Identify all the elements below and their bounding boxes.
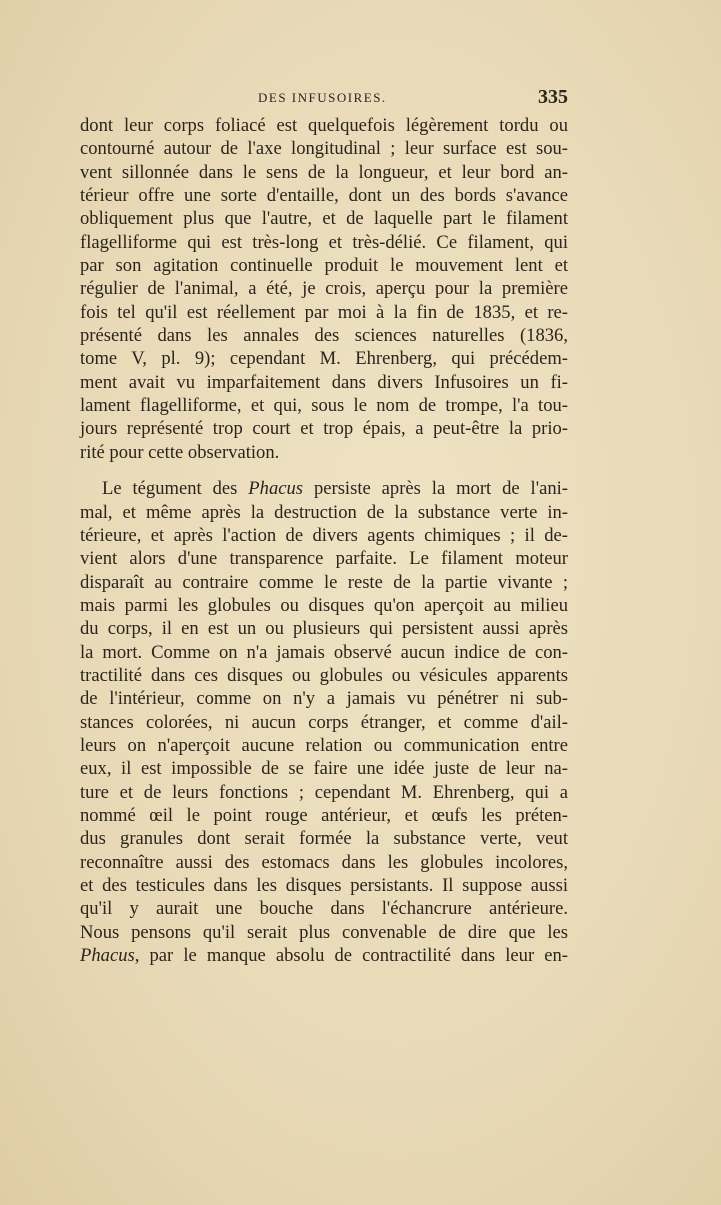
text-line: ture et de leurs fonctions ; cependant M. Ehrenberg, qui a [80, 781, 568, 803]
genus-name: Phacus [248, 478, 304, 500]
text-line: lament flagelliforme, et qui, sous le nom de trompe, l'a tou- [80, 395, 568, 417]
text-line: nommé œil le point rouge antérieur, et œufs les préten- [80, 804, 568, 826]
text-line: mal, et même après la destruction de la substance verte in- [80, 501, 568, 523]
text-line: térieure, et après l'action de divers agents chimiques ; il de- [80, 524, 568, 546]
text-line: de l'intérieur, comme on n'y a jamais vu pénétrer ni sub- [80, 688, 568, 710]
text-fragment: , par le manque absolu de contractilité dans leur en- [134, 945, 568, 967]
paragraph-1 [80, 114, 568, 464]
text-line: flagelliforme qui est très-long et très-délié. Ce filament, qui [80, 231, 568, 253]
text-line: obliquement plus que l'autre, et de laquelle part le filament [80, 208, 568, 230]
text-line: ment avait vu imparfaitement dans divers Infusoires un fi- [80, 371, 568, 393]
text-line: qu'il y aurait une bouche dans l'échancrure antérieure. [80, 898, 568, 920]
text-line: contourné autour de l'axe longitudinal ; leur surface est sou- [80, 138, 568, 160]
page-number: 335 [538, 86, 568, 108]
text-line [80, 944, 568, 967]
text-line: présenté dans les annales des sciences naturelles (1836, [80, 325, 568, 347]
text-line: par son agitation continuelle produit le mouvement lent et [80, 255, 568, 277]
genus-name: Phacus [80, 945, 135, 967]
text-line: vent sillonnée dans le sens de la longueur, et leur bord an- [80, 161, 568, 183]
text-line: du corps, il en est un ou plusieurs qui persistent aussi après [80, 618, 568, 640]
text-line: eux, il est impossible de se faire une idée juste de leur na- [80, 758, 568, 780]
text-line: stances colorées, ni aucun corps étranger, et comme d'ail- [80, 711, 568, 733]
text-line: tome V, pl. 9); cependant M. Ehrenberg, qui précédem- [80, 348, 568, 370]
text-line: disparaît au contraire comme le reste de la partie vivante ; [80, 571, 568, 593]
text-line: régulier de l'animal, a été, je crois, aperçu pour la première [80, 278, 568, 300]
text-line: fois tel qu'il est réellement par moi à la fin de 1835, et re- [80, 301, 568, 323]
text-line: et des testicules dans les disques persistants. Il suppose aussi [80, 875, 568, 896]
text-line: la mort. Comme on n'a jamais observé aucun indice de con- [80, 641, 568, 663]
text-line: jours représenté trop court et trop épais, a peut-être la prio- [80, 418, 568, 440]
body-text [80, 114, 568, 967]
text-line: vient alors d'une transparence parfaite. Le filament moteur [80, 548, 568, 570]
running-title: DES INFUSOIRES. [258, 90, 387, 105]
text-line: leurs on n'aperçoit aucune relation ou communication entre [80, 734, 568, 756]
text-line: dus granules dont serait formée la substance verte, veut [80, 828, 568, 850]
paragraph-2 [80, 477, 568, 967]
text-line [80, 477, 568, 500]
text-fragment: Le tégument des [102, 478, 249, 500]
text-line: Nous pensons qu'il serait plus convenable de dire que les [80, 921, 568, 943]
text-line: reconnaître aussi des estomacs dans les globules incolores, [80, 851, 568, 873]
text-line: rité pour cette observation. [80, 441, 280, 463]
text-fragment: persiste après la mort de l'ani- [303, 478, 568, 500]
text-line: mais parmi les globules ou disques qu'on aperçoit au milieu [80, 594, 568, 616]
page-header [80, 86, 568, 108]
text-line: dont leur corps foliacé est quelquefois légèrement tordu ou [80, 115, 568, 136]
text-line: tractilité dans ces disques ou globules ou vésicules apparents [80, 664, 568, 686]
text-line: térieur offre une sorte d'entaille, dont un des bords s'avance [80, 185, 568, 207]
